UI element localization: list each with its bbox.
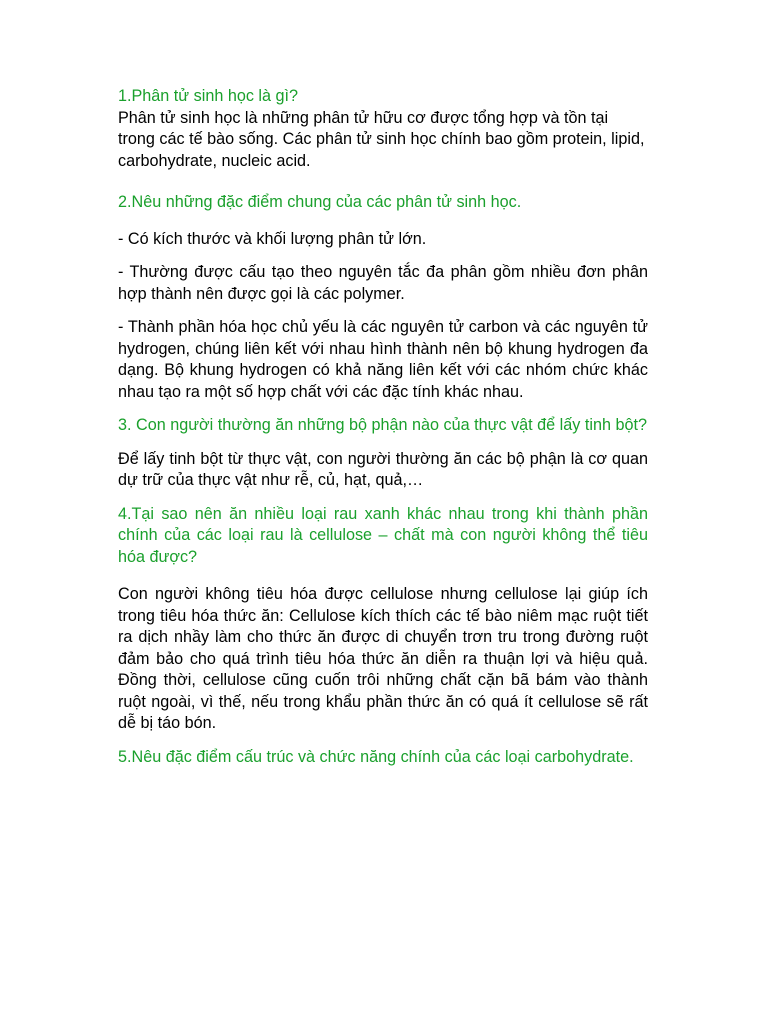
question-4-heading: 4.Tại sao nên ăn nhiều loại rau xanh khác nhau trong khi thành phần chính của các loại rau là cellulose – chất mà con người không thể tiêu hóa được? (118, 504, 648, 566)
question-2-bullet-3: - Thành phần hóa học chủ yếu là các nguyên tử carbon và các nguyên tử hydrogen, chúng liên kết với nhau hình thành nên bộ khung hydrogen đa dạng. Bộ khung hydrogen có khả năng liên kết với các nhóm chức khác nhau tạo ra một số hợp chất với các đặc tính khác nhau. (118, 318, 648, 401)
question-2-bullet-1: - Có kích thước và khối lượng phân tử lớn. (118, 229, 427, 248)
question-1-heading: 1.Phân tử sinh học là gì? (118, 87, 299, 105)
question-1-answer: Phân tử sinh học là những phân tử hữu cơ được tổng hợp và tồn tại trong các tế bào sống. Các phân tử sinh học chính bao gồm protein, lipid, carbohydrate, nucleic acid. (118, 108, 645, 170)
question-2-bullet-2: - Thường được cấu tạo theo nguyên tắc đa phân gồm nhiều đơn phân hợp thành nên được gọi là các polymer. (118, 263, 648, 303)
question-5-heading: 5.Nêu đặc điểm cấu trúc và chức năng chính của các loại carbohydrate. (118, 747, 634, 766)
document-page (118, 86, 648, 768)
question-3-heading: 3. Con người thường ăn những bộ phận nào của thực vật để lấy tinh bột? (118, 416, 647, 434)
question-3-answer: Để lấy tinh bột từ thực vật, con người thường ăn các bộ phận là cơ quan dự trữ của thực vật như rễ, củ, hạt, quả,… (118, 449, 648, 489)
question-2-heading: 2.Nêu những đặc điểm chung của các phân tử sinh học. (118, 193, 522, 211)
question-4-answer: Con người không tiêu hóa được cellulose nhưng cellulose lại giúp ích trong tiêu hóa thức ăn: Cellulose kích thích các tế bào niêm mạc ruột tiết ra dịch nhầy làm cho thức ăn được di chuyển trơn tru trong đường ruột đảm bảo cho quá trình tiêu hóa thức ăn diễn ra thuận lợi và hiệu quả. Đồng thời, cellulose cũng cuốn trôi những chất cặn bã bám vào thành ruột ngoài, vì thế, nếu trong khẩu phần thức ăn có quá ít cellulose sẽ rất dễ bị táo bón. (118, 585, 648, 732)
